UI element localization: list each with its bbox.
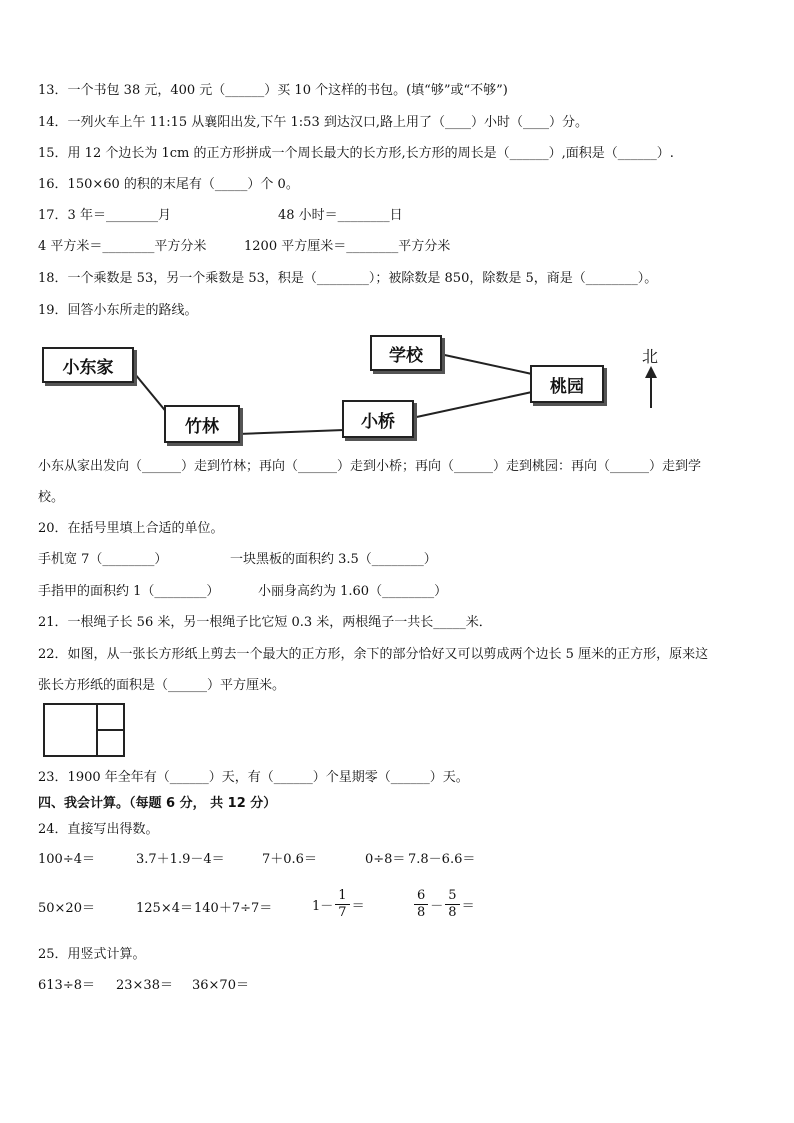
question-20-a: 手机宽 7（________） <box>38 552 168 567</box>
frac2-suffix: ＝ <box>461 899 475 914</box>
question-20: 20．在括号里填上合适的单位。 <box>38 521 224 536</box>
question-20-c: 手指甲的面积约 1（________） <box>38 584 220 599</box>
frac2-denominator-2: 8 <box>448 905 457 920</box>
frac1-suffix: ＝ <box>351 899 365 914</box>
north-arrow-head <box>645 366 657 378</box>
question-25: 25．用竖式计算。 <box>38 947 146 962</box>
q25-item1: 613÷8＝ <box>38 978 95 993</box>
map-node-bridge: 小桥 <box>342 400 414 438</box>
question-20-b: 一块黑板的面积约 3.5（________） <box>230 552 437 567</box>
q24-row2-item2: 125×4＝ <box>136 901 193 916</box>
question-19: 19．回答小东所走的路线。 <box>38 303 198 318</box>
fraction-1-7 <box>335 888 349 921</box>
question-17-d: 1200 平方厘米＝________平方分米 <box>244 239 451 254</box>
route-school-peach <box>440 354 532 374</box>
route-bamboo-bridge <box>238 430 344 434</box>
question-17-c: 4 平方米＝________平方分米 <box>38 239 207 254</box>
q25-item3: 36×70＝ <box>192 978 249 993</box>
frac2-numerator-2: 5 <box>445 888 459 905</box>
q25-item2: 23×38＝ <box>116 978 173 993</box>
q24-row1-item1: 100÷4＝ <box>38 852 95 867</box>
frac2-denominator-1: 8 <box>417 905 426 920</box>
route-bridge-peach <box>412 392 532 418</box>
question-20-d: 小丽身高约为 1.60（________） <box>258 584 448 599</box>
fraction-6-8 <box>414 888 428 921</box>
q24-row1-item5: 7.8－6.6＝ <box>408 852 476 867</box>
q24-row1-item3: 7＋0.6＝ <box>262 852 317 867</box>
frac1-denominator: 7 <box>338 905 347 920</box>
question-21: 21．一根绳子长 56 米，另一根绳子比它短 0.3 米，两根绳子一共长_____米． <box>38 615 492 630</box>
question-18: 18．一个乘数是 53，另一个乘数是 53，积是（________）；被除数是 850，除数是 5，商是（________）。 <box>38 271 658 286</box>
map-node-peach: 桃园 <box>530 365 604 403</box>
frac1-numerator: 1 <box>335 888 349 905</box>
question-22-line2: 张长方形纸的面积是（______）平方厘米。 <box>38 678 286 693</box>
q24-row2-item1: 50×20＝ <box>38 901 95 916</box>
question-19-answer-line2: 校。 <box>38 490 65 505</box>
map-node-home: 小东家 <box>42 347 134 383</box>
q24-fraction-expr-2 <box>412 888 475 921</box>
question-24: 24．直接写出得数。 <box>38 822 159 837</box>
map-node-bamboo: 竹林 <box>164 405 240 443</box>
question-15: 15．用 12 个边长为 1cm 的正方形拼成一个周长最大的长方形,长方形的周长是（______）,面积是（______）. <box>38 146 674 161</box>
q24-row2-item3: 140＋7÷7＝ <box>194 901 273 916</box>
q24-row1-item2: 3.7＋1.9－4＝ <box>136 852 225 867</box>
frac2-numerator-1: 6 <box>414 888 428 905</box>
question-14: 14．一列火车上午 11:15 从襄阳出发,下午 1:53 到达汉口,路上用了（____）小时（____）分。 <box>38 115 588 130</box>
fraction-5-8 <box>445 888 459 921</box>
question-13: 13．一个书包 38 元，400 元（______）买 10 个这样的书包。(填“够”或“不够”) <box>38 83 508 98</box>
frac1-prefix: 1－ <box>312 899 334 914</box>
frac2-operator: － <box>430 899 444 914</box>
question-19-answer-line1: 小东从家出发向（______）走到竹林；再向（______）走到小桥；再向（______）走到桃园：再向（______）走到学 <box>38 459 702 474</box>
question-17-a: 17．3 年＝________月 <box>38 208 171 223</box>
map-node-school: 学校 <box>370 335 442 371</box>
section-4-heading: 四、我会计算。（每题 6 分， 共 12 分） <box>38 796 277 811</box>
route-home-bamboo <box>130 368 168 414</box>
q24-fraction-expr-1 <box>312 888 365 921</box>
question-22-line1: 22．如图，从一张长方形纸上剪去一个最大的正方形，余下的部分恰好又可以剪成两个边长 5 厘米的正方形，原来这 <box>38 647 709 662</box>
question-17-b: 48 小时＝________日 <box>278 208 403 223</box>
question-16: 16．150×60 的积的末尾有（_____）个 0。 <box>38 177 299 192</box>
rectangle-figure <box>43 703 127 759</box>
question-23: 23．1900 年全年有（______）天，有（______）个星期零（______）天。 <box>38 770 469 785</box>
q24-row1-item4: 0÷8＝ <box>365 852 406 867</box>
north-label: 北 <box>642 347 659 366</box>
